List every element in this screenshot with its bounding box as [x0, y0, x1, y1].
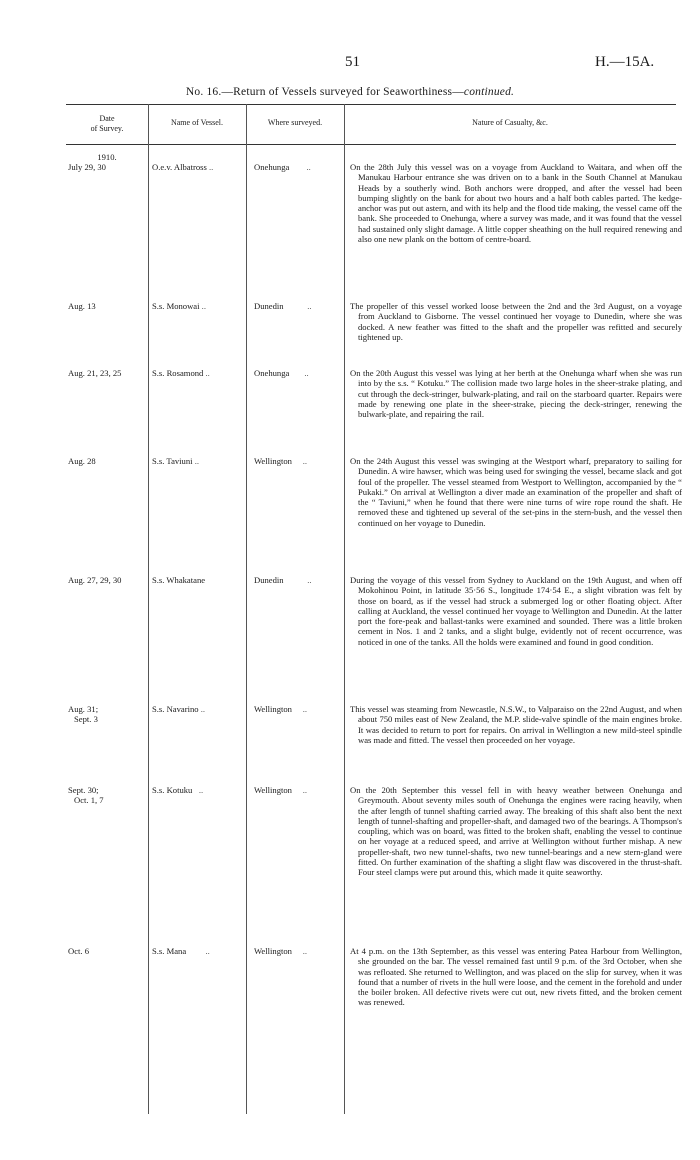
place-cell: Wellington ..	[254, 704, 308, 714]
date-line: Sept. 30;	[68, 785, 99, 795]
place-cell: Wellington ..	[254, 946, 308, 956]
place-cell: Wellington ..	[254, 785, 308, 795]
nature-cell: The propeller of this vessel worked loose between the 2nd and the 3rd August, on a voyage from Auckland to Gisborne. The vessel continued her voyage to Dunedin, where she was docked. A new feather was fitted to the shaft and the propeller was refitted and securely tightened up.	[350, 301, 682, 342]
vessel-cell: S.s. Mana ..	[152, 946, 210, 956]
place-name: Dunedin	[254, 301, 284, 311]
place-name: Onehunga	[254, 368, 290, 378]
nature-cell: On the 24th August this vessel was swinging at the Westport wharf, preparatory to sailing for Dunedin. A wire hawser, which was being used for swinging the vessel, became slack and got foul of the propeller. The vessel steamed from Westport to Wellington, accompanied by the “ Pukaki.” On arrival at Wellington a diver made an examination of the propeller and shaft of the “ Taviuni,” when he found that there were nine turns of wire rope round the shaft. He removed these and tightened up several of the set-pins in the stern-bush, and the vessel then continued on her voyage to Dunedin.	[350, 456, 682, 528]
place-cell: Dunedin ..	[254, 301, 312, 311]
date-cell	[68, 785, 146, 806]
date-line: Aug. 27, 29, 30	[68, 575, 122, 585]
vessel-cell: S.s. Kotuku ..	[152, 785, 204, 795]
year-label: 1910.	[97, 152, 117, 162]
table-title	[0, 86, 700, 98]
page-code: H.—15A.	[595, 54, 655, 70]
date-cell	[68, 301, 146, 311]
place-name: Wellington	[254, 456, 292, 466]
date-cell	[68, 946, 146, 956]
place-name: Dunedin	[254, 575, 284, 585]
date-line: Sept. 3	[74, 714, 98, 725]
column-divider	[344, 104, 345, 1114]
column-header-date-line: Date	[99, 114, 115, 123]
column-header-vessel: Name of Vessel.	[170, 118, 224, 127]
table-title-text: No. 16.—Return of Vessels surveyed for Seaworthiness—	[185, 86, 464, 98]
nature-cell: On the 20th September this vessel fell in with heavy weather between Onehunga and Greymouth. About seventy miles south of Onehunga the engines were racing heavily, when the after length of tunnel shafting carried away. The breaking of this shaft also bent the next length of tunnel-shafting and propeller-shaft, and damaged two of the bearings. A Thompson's coupling, which was on board, was fitted to the broken shaft, enabling the vessel to continue on her voyage at a reduced speed, and arrive at Wellington without further mishap. A new propeller-shaft, two new tunnel-shafts, two new tunnel-bearings and a new stern-gland were fitted. On further examination of the shafting a slight flaw was discovered in the thrust-shaft. Four steel clamps were put around this, which made it quite seaworthy.	[350, 785, 682, 878]
date-cell	[68, 704, 146, 725]
date-line: Aug. 28	[68, 456, 96, 466]
place-cell: Onehunga ..	[254, 368, 309, 378]
date-cell	[68, 368, 146, 378]
date-line: Aug. 13	[68, 301, 96, 311]
date-line: Aug. 21, 23, 25	[68, 368, 122, 378]
vessel-cell	[152, 575, 240, 585]
vessel-cell: S.s. Navarino ..	[152, 704, 205, 714]
date-cell	[68, 575, 146, 585]
place-name: Wellington	[254, 946, 292, 956]
place-name: Onehunga	[254, 162, 290, 172]
vessel-name: O.e.v. Albatross	[152, 162, 207, 172]
vessel-survey-table	[66, 104, 682, 1144]
vessel-name: S.s. Kotuku	[152, 785, 193, 795]
vessel-name: S.s. Rosamond	[152, 368, 204, 378]
vessel-name: S.s. Mana	[152, 946, 187, 956]
nature-cell: During the voyage of this vessel from Sydney to Auckland on the 19th August, and when off Mokohinou Point, in latitude 35·56 S., longitude 174·54 E., a slight vibration was felt by those on board, as if the vessel had struck a submerged log or other floating object. After calling at Auckland, the vessel continued her voyage to Wellington and Dunedin. At the latter port the fore-peak and ballast-tanks were examined and sounded. There was a little broken cement in Nos. 1 and 2 tanks, and a slight bulge, evidently not of recent occurrence, was noticed in one of the tanks. All the holds were examined and found in good condition.	[350, 575, 682, 647]
column-header-nature: Nature of Casualty, &c.	[472, 118, 548, 127]
table-title-continued: continued.	[463, 86, 515, 98]
date-cell	[68, 152, 146, 173]
vessel-name: S.s. Whakatane	[152, 575, 206, 585]
place-cell: Dunedin ..	[254, 575, 312, 585]
vessel-cell: S.s. Monowai ..	[152, 301, 206, 311]
vessel-cell: O.e.v. Albatross ..	[152, 162, 214, 172]
column-header-date-line: of Survey.	[90, 124, 124, 133]
nature-cell: At 4 p.m. on the 13th September, as this vessel was entering Patea Harbour from Wellington, she grounded on the bar. The vessel remained fast until 9 p.m. of the 3rd October, when she was refloated. She returned to Wellington, and was placed on the slip for survey, when it was found that a number of rivets in the hull were loose, and the cement in the forehold and under the boiler broken. All defective rivets were cut out, new rivets fitted, and the broken cement was renewed.	[350, 946, 682, 1008]
page-number: 51	[345, 54, 360, 70]
place-cell: Wellington ..	[254, 456, 308, 466]
vessel-cell: S.s. Rosamond ..	[152, 368, 210, 378]
date-line: Oct. 6	[68, 946, 90, 956]
column-header-place: Where surveyed.	[267, 118, 323, 127]
column-divider	[246, 104, 247, 1114]
nature-cell: On the 28th July this vessel was on a voyage from Auckland to Waitara, and when off the Manukau Harbour entrance she was driven on to a bank in the South Channel at Manukau Heads by a southerly wind. Both anchors were dropped, and after the vessel had been bumping slightly on the bank for about two hours and a half both cables parted. The kedge-anchor was put out astern, and with its help and the flood tide making, the vessel came off the bank. She proceeded to Onehunga, where a survey was made, and it was found that the vessel had sustained only slight damage. A little copper sheathing on the hull required renewing and also one new plank on the bottom of centre-board.	[350, 162, 682, 245]
nature-cell: On the 20th August this vessel was lying at her berth at the Onehunga wharf when she was run into by the s.s. “ Kotuku.” The collision made two large holes in the sheer-strake plating, and cut through the deck-stringer, bulwark-plating, and rail on the starboard quarter. Repairs were made by renewing one plate in the sheer-strake, piecing the deck-stringer, renewing the bulwark-plate, and repairing the rail.	[350, 368, 682, 420]
vessel-name: S.s. Navarino	[152, 704, 199, 714]
vessel-name: S.s. Taviuni	[152, 456, 193, 466]
nature-cell: This vessel was steaming from Newcastle, N.S.W., to Valparaiso on the 22nd August, and when about 750 miles east of New Zealand, the M.P. slide-valve spindle of the main engines broke. It was decided to return to port for repairs. On arrival in Wellington a new mild-steel spindle was made and fitted. The vessel then proceeded on her voyage.	[350, 704, 682, 745]
place-name: Wellington	[254, 704, 292, 714]
date-line: July 29, 30	[68, 162, 106, 173]
date-line: Oct. 1, 7	[74, 795, 104, 806]
vessel-cell: S.s. Taviuni ..	[152, 456, 199, 466]
table-header-rule	[66, 144, 676, 145]
place-name: Wellington	[254, 785, 292, 795]
place-cell: Onehunga ..	[254, 162, 311, 172]
date-cell	[68, 456, 146, 466]
vessel-name: S.s. Monowai	[152, 301, 200, 311]
table-top-rule	[66, 104, 676, 105]
column-header-date	[66, 114, 148, 134]
date-line: Aug. 31;	[68, 704, 99, 714]
column-divider	[148, 104, 149, 1114]
